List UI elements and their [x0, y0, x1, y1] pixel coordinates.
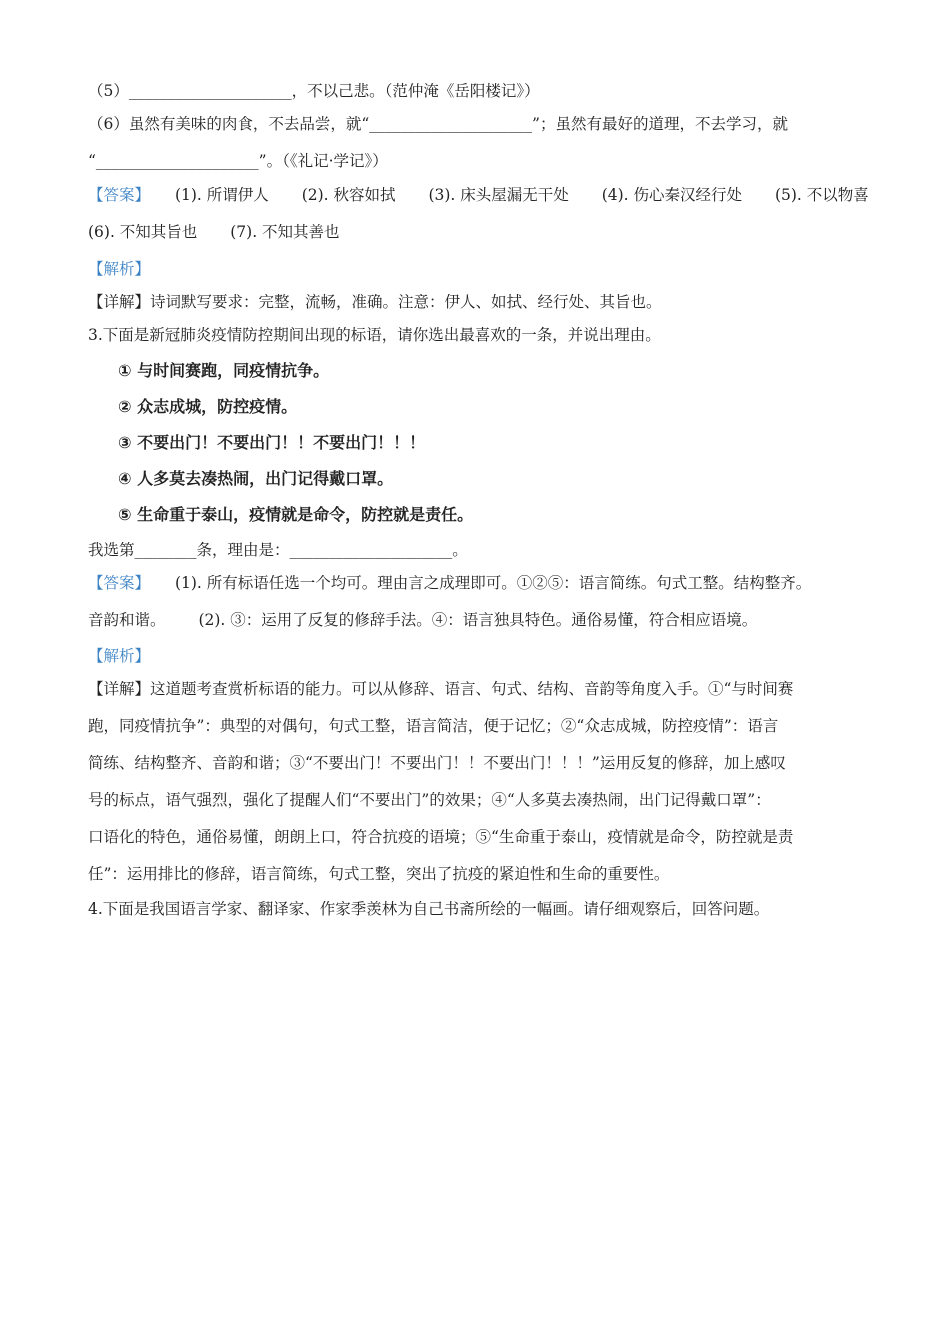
q3-detail-line: 【详解】这道题考查赏析标语的能力。可以从修辞、语言、句式、结构、音韵等角度入手。①“与时间赛: [88, 680, 794, 698]
answer-4: (4). 伤心秦汉经行处: [601, 186, 743, 204]
answer-1-text-cont: 音韵和谐。: [88, 611, 166, 629]
answer-7: (7). 不知其善也: [230, 223, 340, 241]
q3-detail-line: 口语化的特色，通俗易懂，朗朗上口，符合抗疫的语境；⑤“生命重于泰山，疫情就是命令，防控就是责: [88, 828, 794, 846]
answer-1: (1). 所谓伊人: [174, 186, 269, 204]
q4-stem: 4.下面是我国语言学家、翻译家、作家季羡林为自己书斋所绘的一幅画。请仔细观察后，回答问题。: [88, 900, 770, 918]
q3-slogan-3: ③ 不要出门！不要出门！！不要出门！！！: [118, 433, 426, 452]
answer-2-text: (2). ③：运用了反复的修辞手法。④：语言独具特色。通俗易懂，符合相应语境。: [198, 611, 758, 629]
q3-detail-line: 任”：运用排比的修辞，语言简练，句式工整，突出了抗疫的紧迫性和生命的重要性。: [88, 865, 670, 883]
q2-item-6-line2: “_____________________”。（《礼记·学记》）: [88, 152, 388, 170]
q3-analysis-label: 【解析】: [88, 647, 151, 665]
answer-2: (2). 秋容如拭: [301, 186, 396, 204]
q2-item-6-line1: （6）虽然有美味的肉食，不去品尝，就“_____________________”；虽然有最好的道理，不去学习，就: [88, 115, 788, 133]
q3-detail-line: 跑，同疫情抗争”：典型的对偶句，句式工整，语言简洁，便于记忆；②“众志成城，防控疫情”：语言: [88, 717, 779, 735]
q3-detail-line: 号的标点，语气强烈，强化了提醒人们“不要出门”的效果；④“人多莫去凑热闹，出门记得戴口罩”：: [88, 791, 771, 809]
q3-fill-in: 我选第________条，理由是：_____________________。: [88, 541, 468, 559]
q3-slogan-2: ② 众志成城，防控疫情。: [118, 397, 298, 416]
answer-6: (6). 不知其旨也: [88, 223, 198, 241]
q3-stem: 3.下面是新冠肺炎疫情防控期间出现的标语，请你选出最喜欢的一条，并说出理由。: [88, 326, 661, 344]
q3-detail-line: 简练、结构整齐、音韵和谐；③“不要出门！不要出门！！不要出门！！！”运用反复的修辞，加上感叹: [88, 754, 786, 772]
q3-answer-line2: [88, 609, 880, 631]
q2-answer-line2: [88, 221, 880, 243]
q2-item-5: （5）_____________________，不以己悲。（范仲淹《岳阳楼记》）: [88, 82, 540, 100]
q3-slogan-5: ⑤ 生命重于泰山，疫情就是命令，防控就是责任。: [118, 505, 474, 524]
answer-3: (3). 床头屋漏无干处: [428, 186, 569, 204]
q3-slogan-4: ④ 人多莫去凑热闹，出门记得戴口罩。: [118, 469, 394, 488]
q2-analysis-label: 【解析】: [88, 260, 151, 278]
q2-detail: 【详解】诗词默写要求：完整，流畅，准确。注意：伊人、如拭、经行处、其旨也。: [88, 293, 662, 311]
answer-1-text: (1). 所有标语任选一个均可。理由言之成理即可。①②⑤：语言简练。句式工整。结构整齐。: [174, 574, 812, 592]
answer-5: (5). 不以物喜: [774, 186, 869, 204]
answer-label: 【答案】: [88, 186, 151, 204]
q2-answer-line1: [88, 184, 880, 206]
q3-answer-line1: [88, 572, 880, 594]
answer-label: 【答案】: [88, 574, 151, 592]
q3-slogan-1: ① 与时间赛跑，同疫情抗争。: [118, 361, 330, 380]
